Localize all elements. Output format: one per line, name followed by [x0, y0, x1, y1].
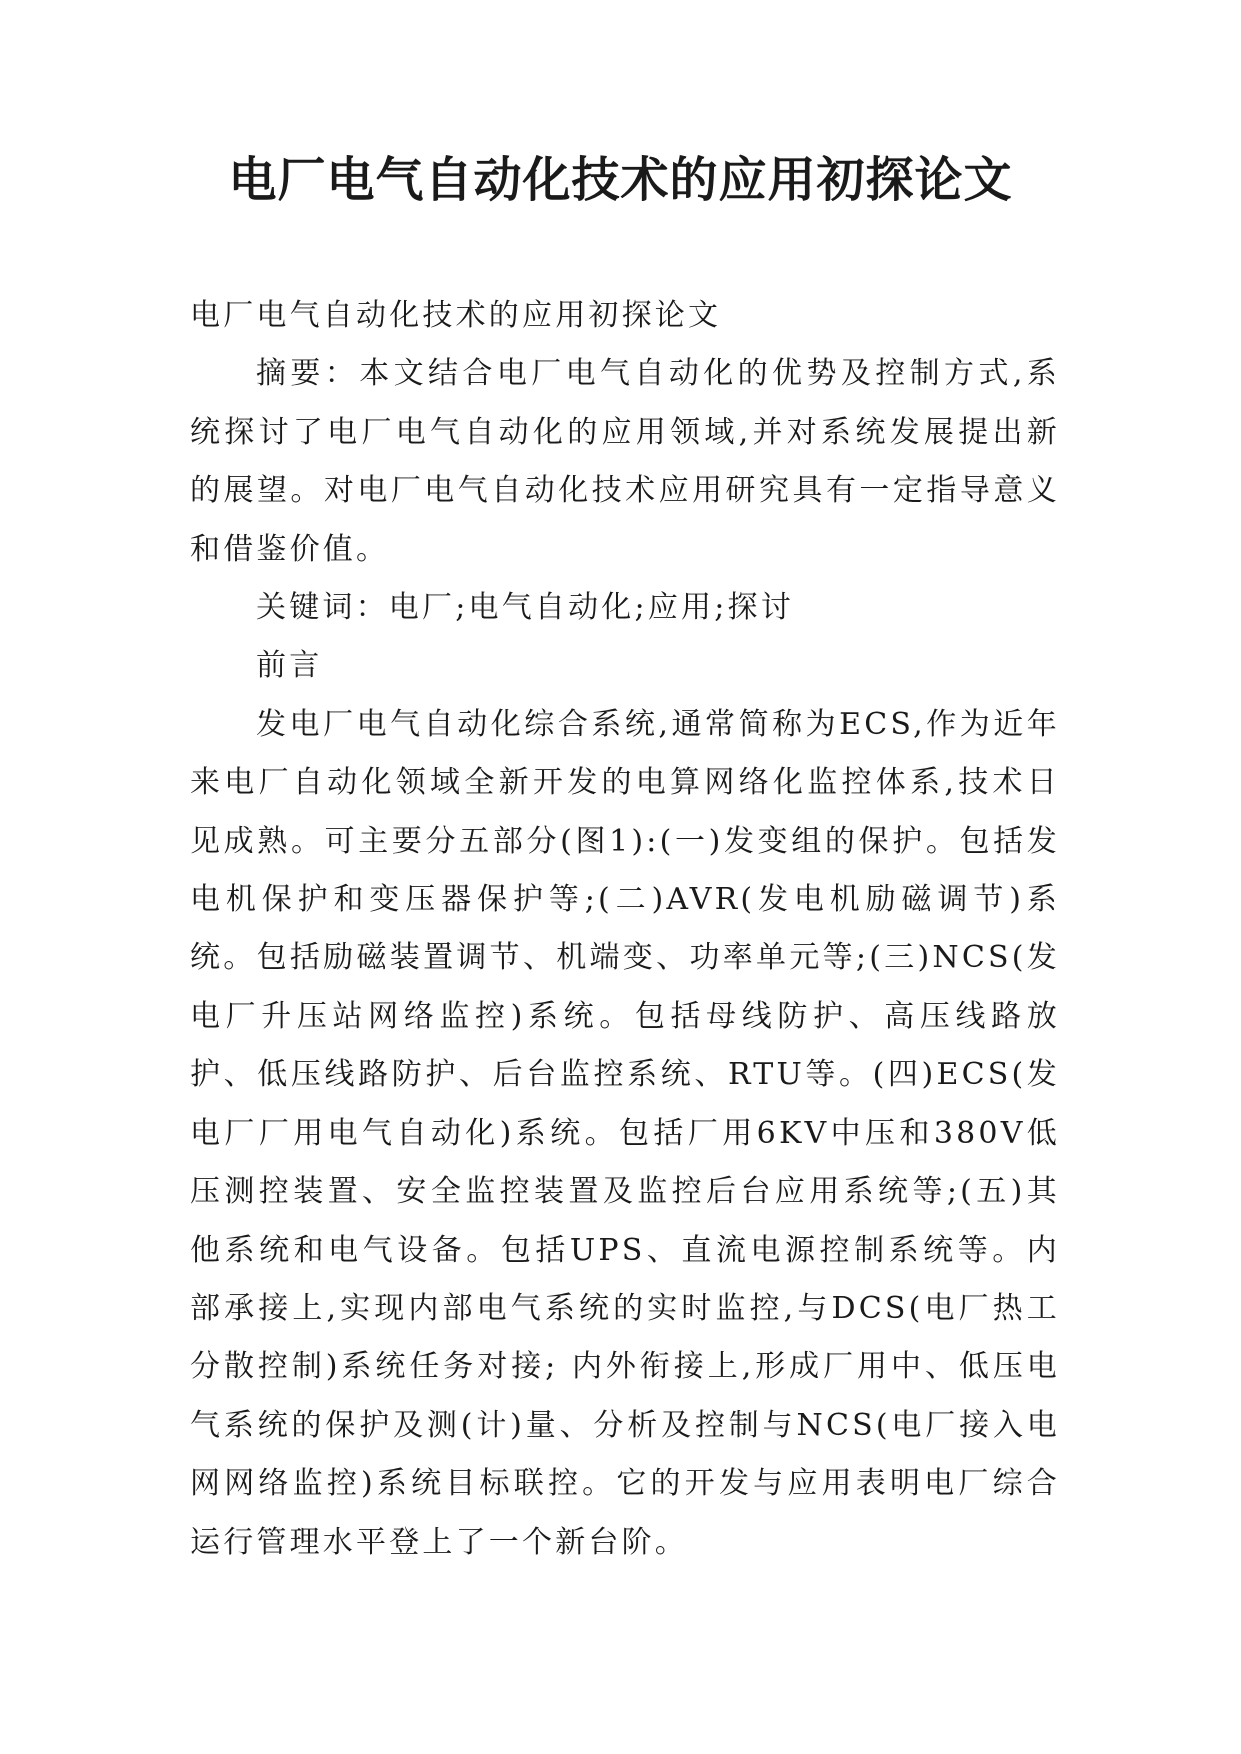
abstract-paragraph: 摘要：本文结合电厂电气自动化的优势及控制方式,系统探讨了电厂电气自动化的应用领域,并对系统发展提出新的展望。对电厂电气自动化技术应用研究具有一定指导意义和借鉴价值。 [190, 356, 1060, 567]
body-paragraph: 发电厂电气自动化综合系统,通常简称为ECS,作为近年来电厂自动化领域全新开发的电算网络化监控体系,技术日见成熟。可主要分五部分(图1):(一)发变组的保护。包括发电机保护和变压器保护等;(二)AVR(发电机励磁调节)系统。包括励磁装置调节、机端变、功率单元等;(三)NCS(发电厂升压站网络监控)系统。包括母线防护、高压线路放护、低压线路防护、后台监控系统、RTU等。(四)ECS(发电厂厂用电气自动化)系统。包括厂用6KV中压和380V低压测控装置、安全监控装置及监控后台应用系统等;(五)其他系统和电气设备。包括UPS、直流电源控制系统等。内部承接上,实现内部电气系统的实时监控,与DCS(电厂热工分散控制)系统任务对接; 内外衔接上,形成厂用中、低压电气系统的保护及测(计)量、分析及控制与NCS(电厂接入电网网络监控)系统目标联控。它的开发与应用表明电厂综合运行管理水平登上了一个新台阶。 [190, 706, 1060, 1560]
keywords-paragraph: 关键词：电厂;电气自动化;应用;探讨 [256, 590, 794, 626]
document-subtitle: 电厂电气自动化技术的应用初探论文 [190, 298, 722, 333]
preface-heading: 前言 [256, 648, 323, 684]
document-body [190, 287, 1060, 1572]
document-title: 电厂电气自动化技术的应用初探论文 [228, 152, 1013, 208]
